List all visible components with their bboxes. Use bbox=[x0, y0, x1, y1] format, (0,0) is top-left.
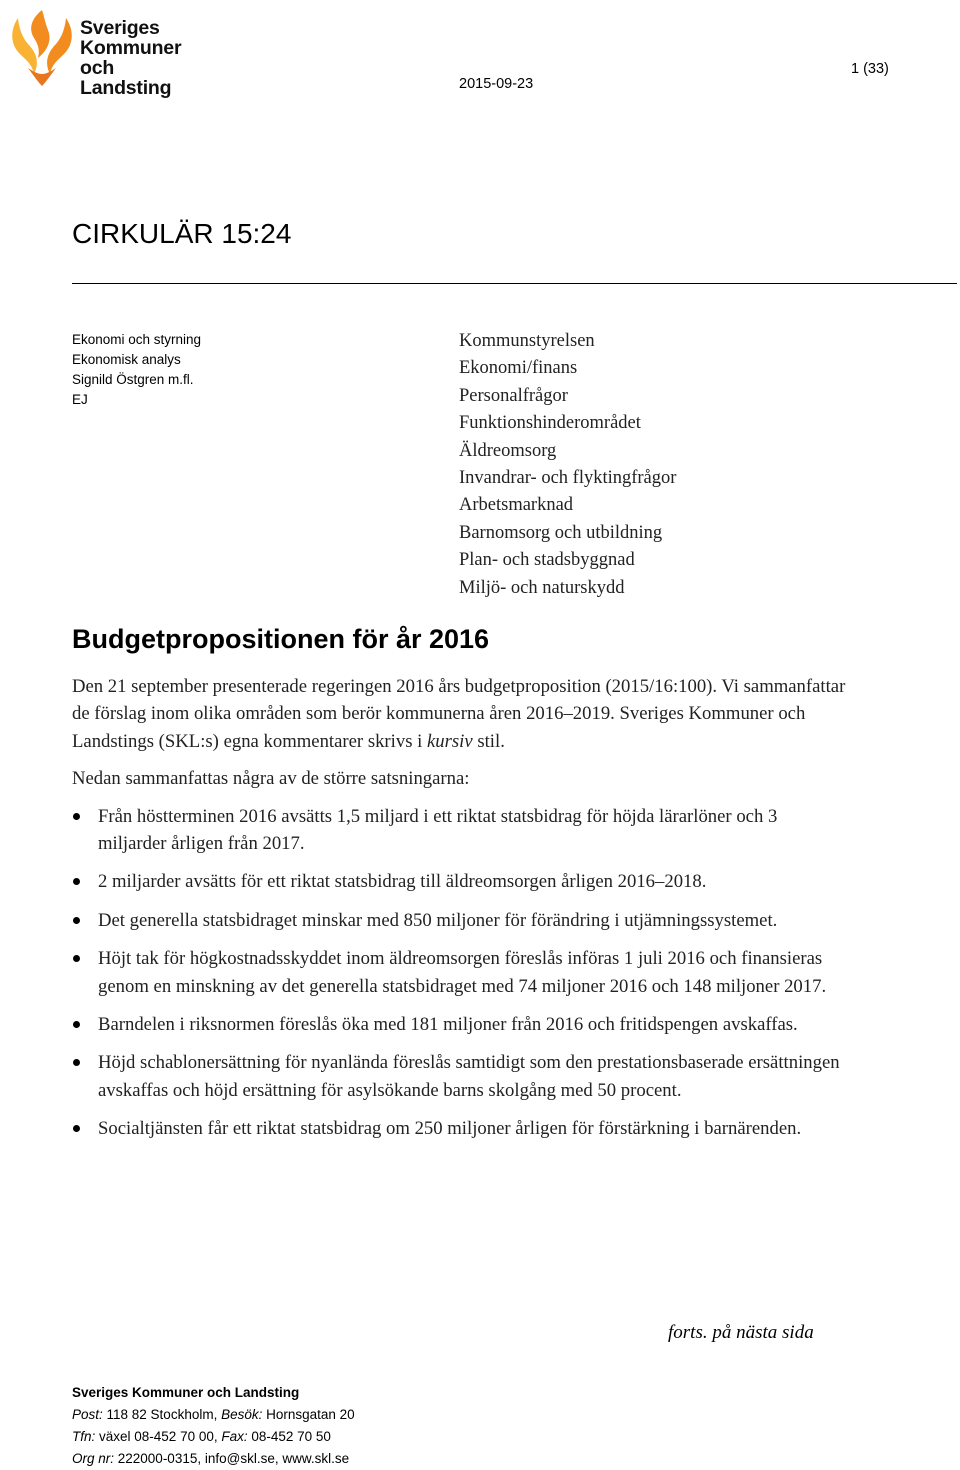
lead-paragraph: Nedan sammanfattas några av de större satsningarna: bbox=[72, 768, 470, 790]
skl-logo bbox=[4, 4, 204, 99]
footer-phone: Tfn: växel 08-452 70 00, Fax: 08-452 70 50 bbox=[72, 1429, 331, 1444]
sender-initials: EJ bbox=[72, 392, 88, 407]
title-divider bbox=[72, 283, 957, 284]
section-heading: Budgetpropositionen för år 2016 bbox=[72, 624, 490, 654]
list-item: Höjt tak för högkostnadsskyddet inom äldreomsorgen föreslås införas 1 juli 2016 och finansieras genom en minskning av det generella statsbidraget med 74 miljoner 2016 och 148 miljoner 2017. bbox=[72, 945, 847, 1000]
recipient-item: Plan- och stadsbyggnad bbox=[459, 550, 635, 571]
recipient-item: Personalfrågor bbox=[459, 385, 568, 406]
recipient-item: Arbetsmarknad bbox=[459, 495, 574, 516]
recipient-item: Barnomsorg och utbildning bbox=[459, 522, 663, 543]
list-item: Det generella statsbidraget minskar med 850 miljoner för förändring i utjämningssystemet. bbox=[72, 907, 847, 934]
bullet-icon bbox=[73, 955, 80, 962]
bullet-icon bbox=[73, 917, 80, 924]
footer-org: Sveriges Kommuner och Landsting bbox=[72, 1385, 300, 1400]
recipient-item: Miljö- och naturskydd bbox=[459, 577, 625, 598]
sender-info bbox=[72, 330, 242, 410]
sender-unit: Ekonomisk analys bbox=[72, 352, 181, 367]
bullet-icon bbox=[73, 1021, 80, 1028]
list-item: Socialtjänsten får ett riktat statsbidrag om 250 miljoner årligen för förstärkning i barnärenden. bbox=[72, 1115, 847, 1142]
list-item: Barndelen i riksnormen föreslås öka med 181 miljoner från 2016 och fritidspengen avskaffas. bbox=[72, 1011, 847, 1038]
footer bbox=[72, 1382, 355, 1470]
skl-logo-wordmark: Sveriges Kommuner och Landsting bbox=[80, 17, 182, 99]
recipient-item: Invandrar- och flyktingfrågor bbox=[459, 468, 677, 489]
sender-authors: Signild Östgren m.fl. bbox=[72, 372, 194, 387]
recipient-item: Kommunstyrelsen bbox=[459, 331, 595, 351]
recipient-item: Funktionshinderområdet bbox=[459, 413, 641, 434]
document-body bbox=[72, 673, 847, 1154]
list-item: 2 miljarder avsätts för ett riktat statsbidrag till äldreomsorgen årligen 2016–2018. bbox=[72, 868, 847, 895]
page-number: 1 (33) bbox=[851, 61, 889, 77]
circular-title: CIRKULÄR 15:24 bbox=[72, 218, 292, 249]
bullet-list bbox=[72, 803, 847, 1143]
bullet-icon bbox=[73, 1125, 80, 1132]
list-item: Höjd schablonersättning för nyanlända föreslås samtidigt som den prestationsbaserade ersättningen avskaffas och höjd ersättning för asylsökande barns skolgång med 50 procent. bbox=[72, 1049, 847, 1104]
list-item: Från höstterminen 2016 avsätts 1,5 miljard i ett riktat statsbidrag för höjda lärarlöner och 3 miljarder årligen från 2017. bbox=[72, 803, 847, 858]
footer-orgnr: Org nr: 222000-0315, info@skl.se, www.skl.se bbox=[72, 1451, 350, 1466]
bullet-icon bbox=[73, 813, 80, 820]
footer-address: Post: 118 82 Stockholm, Besök: Hornsgatan 20 bbox=[72, 1407, 355, 1422]
skl-logo-mark-icon bbox=[4, 4, 80, 88]
recipient-item: Äldreomsorg bbox=[459, 440, 557, 461]
continued-notice: forts. på nästa sida bbox=[668, 1322, 814, 1343]
intro-paragraph: Den 21 september presenterade regeringen 2016 års budgetproposition (2015/16:100). Vi sammanfattar de förslag inom olika områden som berör kommunerna åren 2016–2019. Sveriges Kommuner och Landstings (SKL:s) egna kommentarer skrivs i kursiv stil. bbox=[72, 676, 846, 752]
recipient-list bbox=[459, 328, 676, 602]
document-date: 2015-09-23 bbox=[459, 76, 534, 92]
bullet-icon bbox=[73, 878, 80, 885]
bullet-icon bbox=[73, 1059, 80, 1066]
sender-department: Ekonomi och styrning bbox=[72, 332, 202, 347]
recipient-item: Ekonomi/finans bbox=[459, 358, 578, 379]
